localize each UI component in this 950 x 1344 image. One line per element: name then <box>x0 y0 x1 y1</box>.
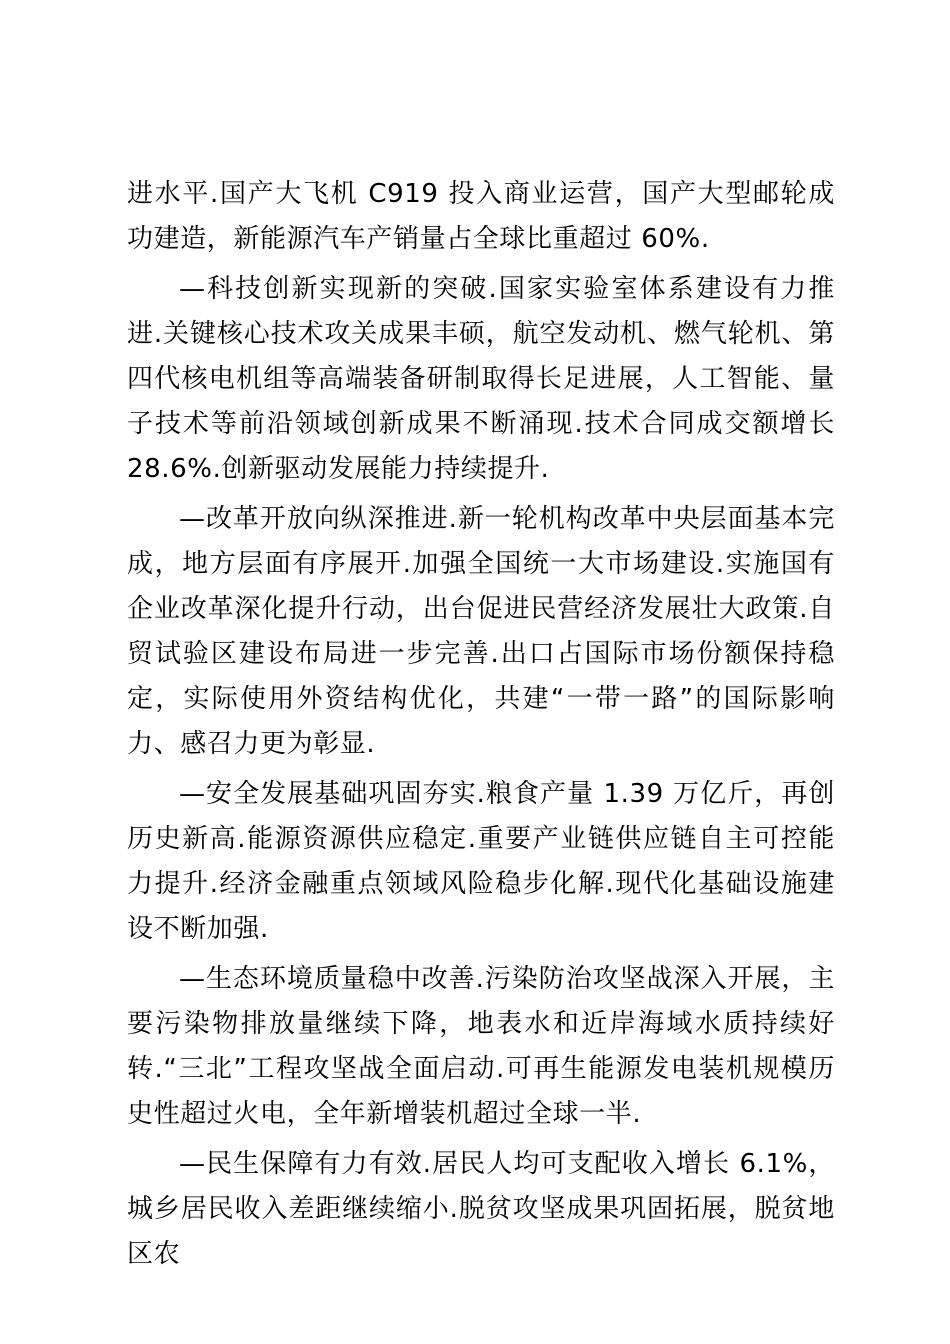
document-body <box>127 172 835 1282</box>
paragraph-livelihood: —民生保障有力有效.居民人均可支配收入增长 6.1%，城乡居民收入差距继续缩小.脱贫攻坚成果巩固拓展，脱贫地区农 <box>127 1149 835 1269</box>
paragraph-reform-opening: —改革开放向纵深推进.新一轮机构改革中央层面基本完成，地方层面有序展开.加强全国统一大市场建设.实施国有企业改革深化提升行动，出台促进民营经济发展壮大政策.自贸试验区建设布局进一步完善.出口占国际市场份额保持稳定，实际使用外资结构优化，共建“一带一路”的国际影响力、感召力更为彰显. <box>127 504 835 759</box>
paragraph-tech-innovation: —科技创新实现新的突破.国家实验室体系建设有力推进.关键核心技术攻关成果丰硕，航空发动机、燃气轮机、第四代核电机组等高端装备研制取得长足进展，人工智能、量子技术等前沿领域创新成果不断涌现.技术合同成交额增长 28.6%.创新驱动发展能力持续提升. <box>127 274 835 484</box>
paragraph-ecology: —生态环境质量稳中改善.污染防治攻坚战深入开展，主要污染物排放量继续下降，地表水和近岸海域水质持续好转.“三北”工程攻坚战全面启动.可再生能源发电装机规模历史性超过火电，全年新增装机超过全球一半. <box>127 964 835 1129</box>
paragraph-security-foundation: —安全发展基础巩固夯实.粮食产量 1.39 万亿斤，再创历史新高.能源资源供应稳定.重要产业链供应链自主可控能力提升.经济金融重点领域风险稳步化解.现代化基础设施建设不断加强. <box>127 779 835 944</box>
paragraph-continued: 进水平.国产大飞机 C919 投入商业运营，国产大型邮轮成功建造，新能源汽车产销量占全球比重超过 60%. <box>127 179 835 254</box>
